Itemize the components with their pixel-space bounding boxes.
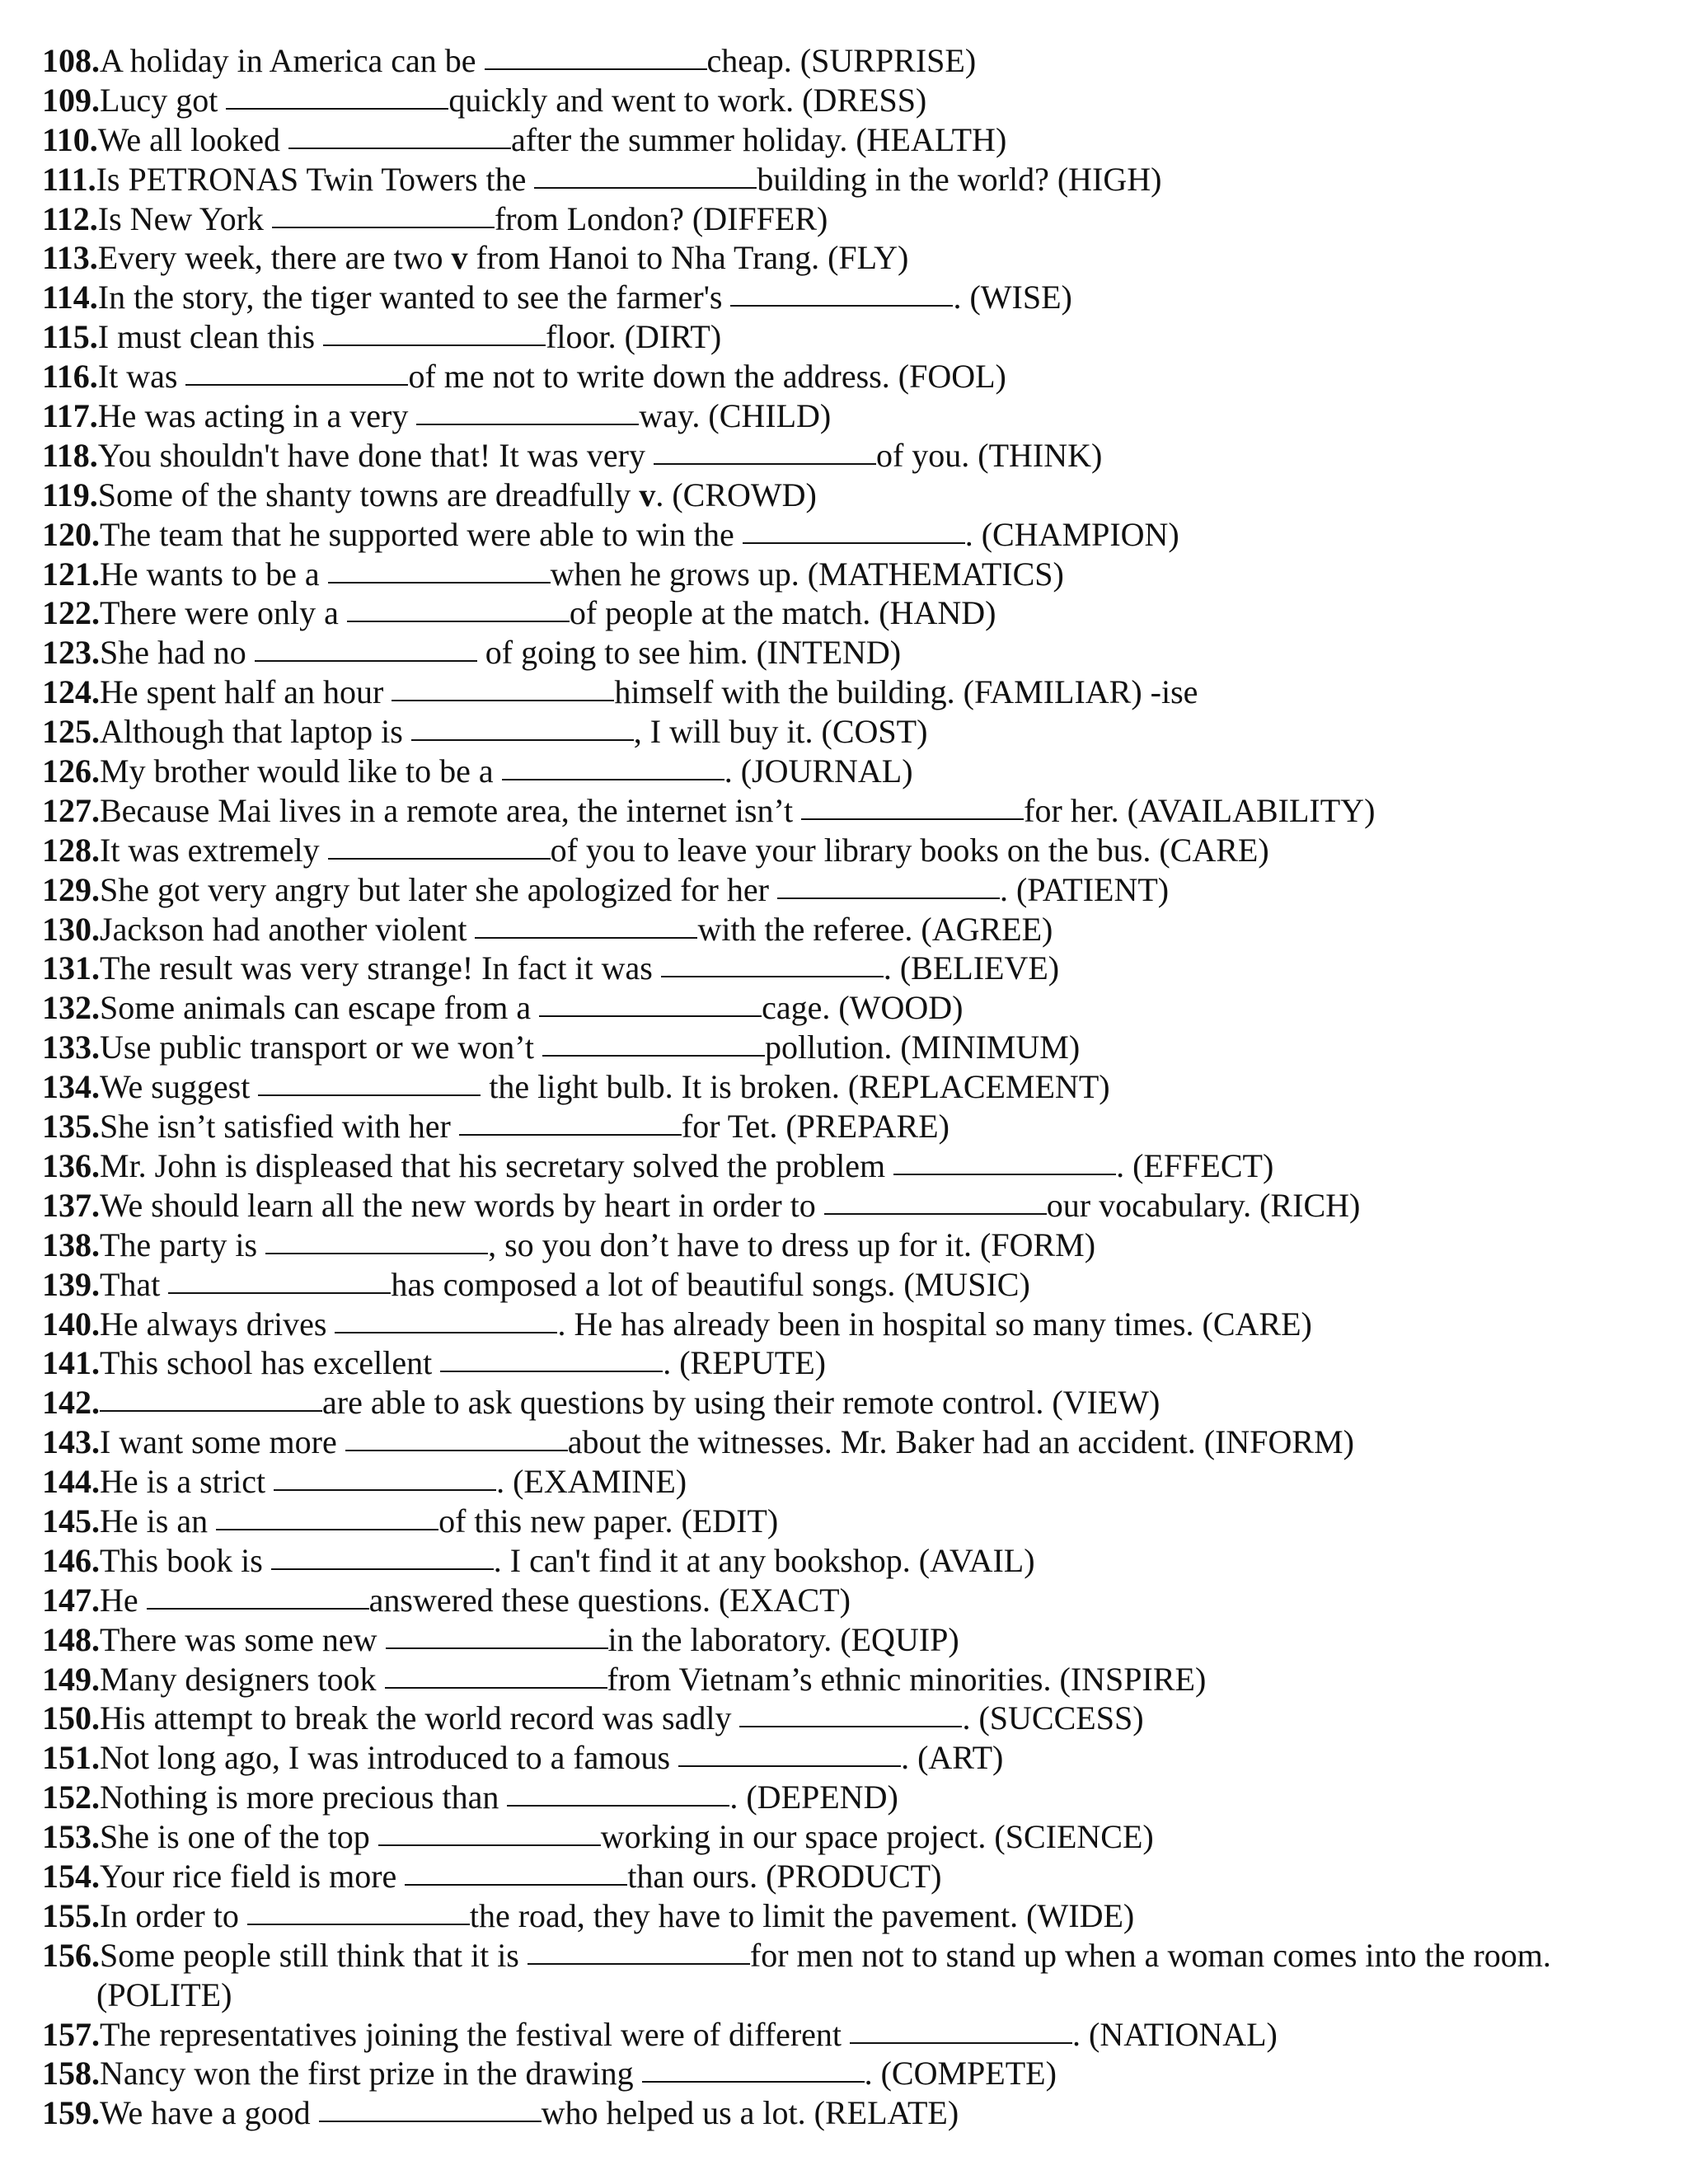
answer-blank[interactable] [288,147,511,149]
question-text-before: Every week, there are two [97,239,452,277]
question-number: 112. [42,199,98,237]
question-row [42,1383,1658,1422]
question-number: 153. [42,1818,100,1856]
answer-blank[interactable] [385,1686,607,1689]
question-number: 155. [42,1896,100,1934]
question-text-before: There were only a [100,594,347,632]
question-number: 127. [42,791,100,829]
answer-blank[interactable] [502,778,724,780]
question-text-before: The representatives joining the festival were of different [100,2015,851,2053]
question-text-before: We suggest [100,1068,259,1106]
question-row [42,1028,1658,1067]
answer-blank[interactable] [824,1212,1047,1215]
question-row [42,81,1658,120]
question-text-after: of you to leave your library books on the bus. (CARE) [550,831,1269,869]
question-text-after: for her. (AVAILABILITY) [1024,791,1376,829]
question-number: 119. [42,476,98,513]
answer-blank[interactable] [654,462,876,465]
question-number: 139. [42,1265,100,1303]
question-row [42,673,1658,712]
answer-blank[interactable] [328,581,551,583]
answer-blank[interactable] [542,1054,765,1057]
question-text-after: . (COMPETE) [864,2055,1057,2093]
question-number: 157. [42,2015,100,2053]
question-text-after: who helped us a lot. (RELATE) [541,2094,959,2132]
question-text-before: She isn’t satisfied with her [100,1108,459,1146]
question-row [42,476,1658,515]
question-text-after: . (SUCCESS) [962,1699,1144,1737]
answer-blank[interactable] [534,186,757,189]
question-text-after: floor. (DIRT) [546,318,722,356]
question-text-before: A holiday in America can be [100,42,485,79]
question-text-after: , I will buy it. (COST) [633,713,928,751]
question-number: 136. [42,1146,100,1184]
answer-blank[interactable] [392,699,614,701]
answer-blank[interactable] [405,1883,627,1886]
question-number: 143. [42,1423,100,1461]
question-continuation [42,1975,1658,2015]
question-text-after: are able to ask questions by using their remote control. (VIEW) [322,1384,1160,1422]
question-text-after: . (WISE) [953,279,1072,316]
question-row [42,1186,1658,1226]
question-text-before: He spent half an hour [100,673,392,711]
answer-blank[interactable] [801,818,1024,820]
question-row [42,1660,1658,1699]
question-number: 111. [42,160,96,198]
answer-blank[interactable] [319,2120,542,2122]
question-text-before: There was some new [100,1620,386,1658]
question-row [42,831,1658,870]
question-text-before: Nothing is more precious than [100,1779,508,1816]
question-number: 133. [42,1029,100,1066]
question-text-after: from Hanoi to Nha Trang. (FLY) [467,239,909,277]
question-text-continued: (POLITE) [96,1975,232,2013]
question-row [42,1067,1658,1107]
answer-blank[interactable] [661,975,884,977]
question-text-after: building in the world? (HIGH) [757,160,1162,198]
question-text-after: himself with the building. (FAMILIAR) -ise [614,673,1198,711]
question-text-after: . (CROWD) [655,476,817,513]
question-text-after: after the summer holiday. (HEALTH) [510,120,1007,158]
question-text-after: for Tet. (PREPARE) [681,1108,950,1146]
question-text-before: I want some more [100,1423,345,1461]
question-text-after: . (JOURNAL) [724,752,913,790]
question-number: 114. [42,279,98,316]
question-text-after: from London? (DIFFER) [494,199,828,237]
question-number: 126. [42,752,100,790]
answer-blank[interactable] [743,541,965,544]
question-row [42,1226,1658,1265]
question-number: 149. [42,1660,100,1698]
question-number: 109. [42,81,100,119]
question-row [42,1896,1658,1936]
answer-blank[interactable] [345,1449,568,1451]
question-text-before: He wants to be a [100,555,328,593]
question-row [42,1502,1658,1541]
question-number: 159. [42,2094,100,2132]
question-number: 144. [42,1463,100,1501]
question-text-before: The party is [100,1226,266,1263]
question-row [42,1857,1658,1896]
question-number: 115. [42,318,98,356]
question-row [42,870,1658,910]
question-row [42,1581,1658,1620]
question-text-after: with the referee. (AGREE) [697,910,1053,948]
question-row [42,1146,1658,1186]
answer-blank[interactable] [739,1725,962,1727]
worksheet [42,41,1658,2133]
question-number: 138. [42,1226,100,1263]
question-text-before: He was acting in a very [97,397,417,435]
question-row [42,436,1658,476]
question-text-after: . (EXAMINE) [496,1463,687,1501]
question-row [42,2015,1658,2055]
question-text-before: Nancy won the first prize in the drawing [100,2055,642,2093]
question-text-after: has composed a lot of beautiful songs. (MUSIC) [391,1265,1030,1303]
question-text-before: Because Mai lives in a remote area, the internet isn’t [100,791,802,829]
answer-blank[interactable] [678,1765,901,1767]
answer-blank[interactable] [258,1094,481,1096]
question-text-before: Some animals can escape from a [100,989,540,1027]
answer-blank[interactable] [168,1291,391,1294]
question-text-after: of people at the match. (HAND) [569,594,996,632]
question-number: 131. [42,949,100,987]
question-number: 156. [42,1936,100,1974]
question-row [42,791,1658,831]
question-text-before: That [100,1265,169,1303]
question-text-after: . He has already been in hospital so many times. (CARE) [557,1305,1312,1343]
question-number: 113. [42,239,98,277]
answer-blank[interactable] [485,68,707,70]
question-text-before: This school has excellent [100,1344,441,1382]
question-text-after: than ours. (PRODUCT) [627,1857,942,1895]
answer-blank[interactable] [335,1331,557,1333]
question-text-before: He is a strict [100,1463,274,1501]
question-text-after: for men not to stand up when a woman comes into the room. [749,1936,1551,1974]
question-number: 141. [42,1344,100,1382]
question-row [42,1817,1658,1857]
question-row [42,712,1658,752]
question-row [42,515,1658,555]
question-text-before: The team that he supported were able to win the [100,515,743,553]
question-row [42,1343,1658,1383]
question-text-after: the road, they have to limit the pavement. (WIDE) [469,1896,1135,1934]
answer-blank[interactable] [272,226,495,228]
question-text-after: the light bulb. It is broken. (REPLACEMENT) [481,1068,1110,1106]
question-number: 134. [42,1068,100,1106]
question-number: 118. [42,436,98,474]
question-text-before: She is one of the top [100,1818,378,1856]
question-number: 129. [42,870,100,908]
answer-blank[interactable] [386,1647,608,1649]
question-text-after: of me not to write down the address. (FOOL) [408,358,1006,396]
question-row [42,357,1658,396]
question-row [42,1107,1658,1146]
answer-blank[interactable] [416,423,639,425]
question-text-after: cheap. (SURPRISE) [706,42,977,79]
question-text-after: pollution. (MINIMUM) [764,1029,1081,1066]
question-text-before: We have a good [100,2094,319,2132]
question-row [42,1778,1658,1817]
question-number: 145. [42,1502,100,1540]
answer-blank[interactable] [226,107,448,110]
answer-blank[interactable] [475,936,697,939]
question-text-before: We should learn all the new words by heart in order to [100,1186,824,1224]
question-text-after: cage. (WOOD) [762,989,964,1027]
question-text-before: It was extremely [100,831,328,869]
question-row [42,1422,1658,1462]
question-row [42,1738,1658,1778]
question-text-after: our vocabulary. (RICH) [1046,1186,1361,1224]
question-text-after: . (CHAMPION) [964,515,1179,553]
question-row [42,949,1658,988]
bold-marker: v [451,239,468,277]
question-number: 142. [42,1384,100,1422]
question-text-before: He [100,1581,147,1619]
question-text-before: The result was very strange! In fact it was [100,949,661,987]
question-number: 147. [42,1581,100,1619]
answer-blank[interactable] [255,659,477,662]
question-text-after: , so you don’t have to dress up for it. (FORM) [488,1226,1096,1263]
question-row [42,396,1658,436]
question-text-before: Not long ago, I was introduced to a famous [100,1739,679,1777]
question-row [42,593,1658,633]
question-number: 146. [42,1541,100,1579]
question-number: 120. [42,515,100,553]
question-number: 123. [42,634,100,672]
question-text-before: Mr. John is displeased that his secretary solved the problem [100,1146,894,1184]
answer-blank[interactable] [100,1409,322,1412]
question-text-after: . (BELIEVE) [883,949,1060,987]
answer-blank[interactable] [147,1607,369,1610]
question-text-after: . (DEPEND) [729,1779,898,1816]
question-text-after: . (REPUTE) [663,1344,826,1382]
question-number: 158. [42,2055,100,2093]
question-row [42,1265,1658,1305]
answer-blank[interactable] [378,1844,601,1846]
question-text-before: I must clean this [97,318,324,356]
answer-blank[interactable] [507,1804,729,1807]
answer-blank[interactable] [216,1528,438,1530]
answer-blank[interactable] [893,1173,1116,1175]
question-number: 154. [42,1857,100,1895]
question-text-before: This book is [100,1541,271,1579]
question-text-after: . (NATIONAL) [1072,2015,1278,2053]
question-text-before: He always drives [100,1305,335,1343]
answer-blank[interactable] [274,1488,496,1491]
question-text-before: Many designers took [100,1660,385,1698]
question-text-before: In the story, the tiger wanted to see the farmer's [97,279,731,316]
question-row [42,238,1658,278]
question-text-before: Is PETRONAS Twin Towers the [96,160,535,198]
answer-blank[interactable] [642,2080,865,2083]
question-text-before: She got very angry but later she apologized for her [100,870,777,908]
question-text-after: . I can't find it at any bookshop. (AVAIL) [493,1541,1035,1579]
question-row [42,1305,1658,1344]
question-number: 125. [42,713,100,751]
question-text-before: Is New York [97,199,272,237]
answer-blank[interactable] [850,2041,1072,2044]
question-number: 116. [42,358,98,396]
answer-blank[interactable] [528,1962,750,1965]
question-row [42,633,1658,673]
question-row [42,910,1658,949]
question-text-after: answered these questions. (EXACT) [368,1581,851,1619]
question-text-after: in the laboratory. (EQUIP) [607,1620,959,1658]
answer-blank[interactable] [323,344,546,346]
bold-marker: v [639,476,656,513]
question-row [42,160,1658,199]
answer-blank[interactable] [539,1015,762,1017]
question-text-after: about the witnesses. Mr. Baker had an accident. (INFORM) [567,1423,1354,1461]
question-text-before: Jackson had another violent [100,910,476,948]
answer-blank[interactable] [730,304,953,307]
question-number: 137. [42,1186,100,1224]
question-number: 150. [42,1699,100,1737]
question-row [42,317,1658,357]
question-text-before: My brother would like to be a [100,752,502,790]
question-row [42,1936,1658,1975]
answer-blank[interactable] [440,1370,663,1372]
question-number: 148. [42,1620,100,1658]
question-number: 140. [42,1305,100,1343]
question-text-before: He is an [100,1502,217,1540]
question-text-before: Some people still think that it is [100,1936,528,1974]
question-number: 130. [42,910,100,948]
answer-blank[interactable] [265,1252,488,1254]
question-row [42,555,1658,594]
question-number: 135. [42,1108,100,1146]
answer-blank[interactable] [271,1568,494,1570]
answer-blank[interactable] [459,1133,682,1136]
answer-blank[interactable] [247,1923,470,1925]
answer-blank[interactable] [185,383,408,386]
question-text-after: . (PATIENT) [999,870,1170,908]
question-number: 117. [42,397,98,435]
question-text-before: She had no [100,634,255,672]
question-row [42,1620,1658,1660]
question-row [42,2093,1658,2133]
question-text-before: In order to [100,1896,247,1934]
question-number: 132. [42,989,100,1027]
question-number: 124. [42,673,100,711]
question-text-after: from Vietnam’s ethnic minorities. (INSPIRE) [607,1660,1207,1698]
question-text-after: of going to see him. (INTEND) [476,634,902,672]
question-number: 122. [42,594,100,632]
question-row [42,752,1658,791]
question-row [42,2054,1658,2093]
question-text-before: You shouldn't have done that! It was very [97,436,654,474]
question-number: 108. [42,42,100,79]
question-text-before: It was [97,358,186,396]
question-number: 128. [42,831,100,869]
question-text-before: Although that laptop is [100,713,411,751]
question-text-before: Lucy got [100,81,227,119]
question-text-after: way. (CHILD) [639,397,832,435]
question-text-after: of you. (THINK) [875,436,1103,474]
question-row [42,1541,1658,1581]
question-text-after: . (ART) [901,1739,1004,1777]
question-text-before: We all looked [97,120,288,158]
question-row [42,1462,1658,1502]
question-number: 151. [42,1739,100,1777]
question-number: 121. [42,555,100,593]
question-row [42,120,1658,160]
answer-blank[interactable] [777,897,1000,899]
question-row [42,199,1658,239]
question-text-after: working in our space project. (SCIENCE) [600,1818,1154,1856]
question-row [42,41,1658,81]
answer-blank[interactable] [347,620,570,622]
question-text-after: quickly and went to work. (DRESS) [448,81,927,119]
question-number: 110. [42,120,98,158]
question-row [42,988,1658,1028]
question-number: 152. [42,1779,100,1816]
question-text-after: when he grows up. (MATHEMATICS) [550,555,1064,593]
answer-blank[interactable] [328,857,551,860]
question-text-before: Use public transport or we won’t [100,1029,542,1066]
question-text-before: Your rice field is more [100,1857,406,1895]
question-row [42,1699,1658,1738]
question-text-after: of this new paper. (EDIT) [438,1502,779,1540]
question-text-before: Some of the shanty towns are dreadfully [97,476,640,513]
answer-blank[interactable] [411,738,634,741]
question-text-after: . (EFFECT) [1116,1146,1274,1184]
question-row [42,278,1658,317]
question-text-before: His attempt to break the world record was sadly [100,1699,740,1737]
